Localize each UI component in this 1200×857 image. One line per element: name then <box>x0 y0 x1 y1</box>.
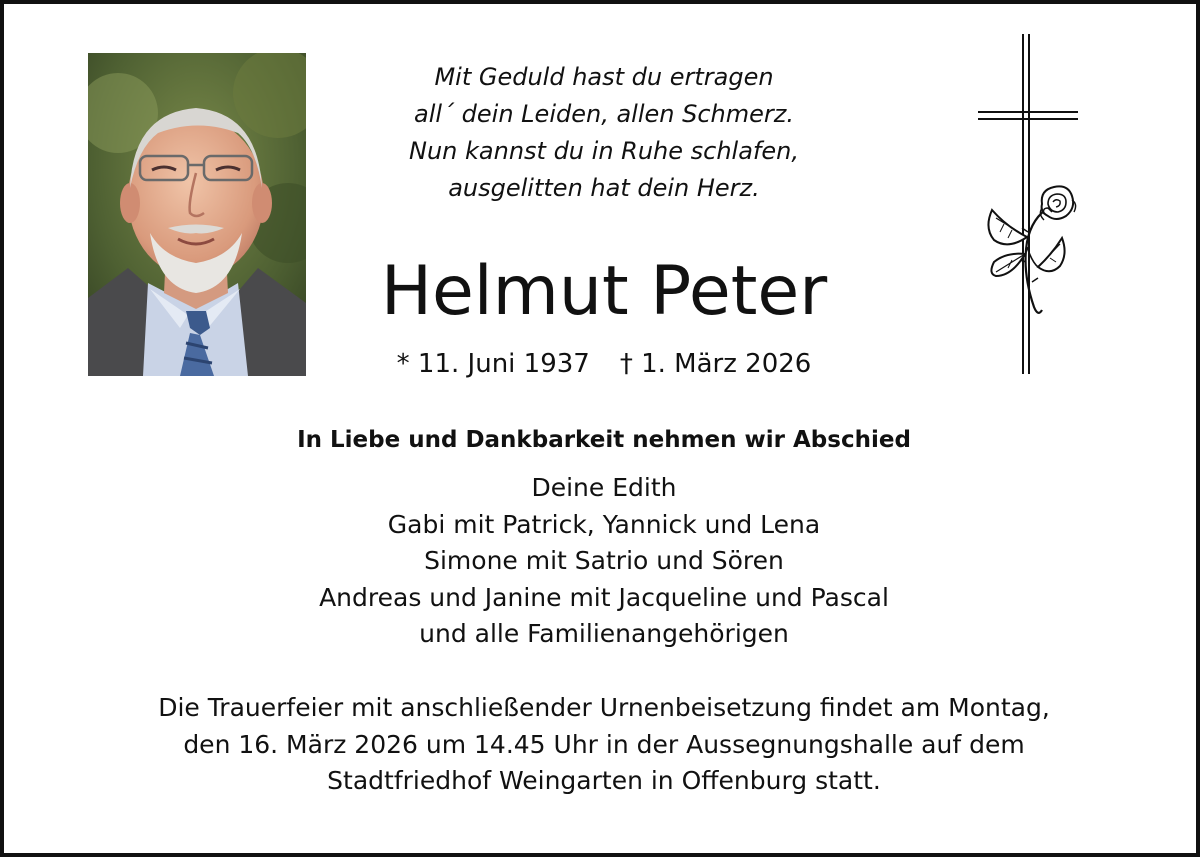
life-dates <box>304 346 904 382</box>
birth-date: * 11. Juni 1937 <box>396 349 590 379</box>
mourner-line: Deine Edith <box>531 473 677 502</box>
poem-line: ausgelitten hat dein Herz. <box>448 174 760 202</box>
farewell-line: In Liebe und Dankbarkeit nehmen wir Abschied <box>297 427 911 453</box>
cross-with-rose-icon <box>972 32 1084 376</box>
portrait-photo <box>88 53 306 376</box>
deceased-name: Helmut Peter <box>380 252 828 331</box>
memorial-poem <box>354 59 854 207</box>
mourner-line: Simone mit Satrio und Sören <box>424 546 784 575</box>
service-line: Stadtfriedhof Weingarten in Offenburg statt. <box>327 766 881 795</box>
mourner-line: Gabi mit Patrick, Yannick und Lena <box>387 509 821 539</box>
poem-line: all´ dein Leiden, allen Schmerz. <box>414 100 794 128</box>
service-line: den 16. März 2026 um 14.45 Uhr in der Aussegnungshalle auf dem <box>183 729 1025 759</box>
poem-line: Mit Geduld hast du ertragen <box>434 63 774 91</box>
service-line: Die Trauerfeier mit anschließender Urnenbeisetzung findet am Montag, <box>158 693 1050 722</box>
poem-line: Nun kannst du in Ruhe schlafen, <box>409 137 799 165</box>
death-date: † 1. März 2026 <box>619 349 812 379</box>
funeral-service-info <box>84 690 1124 800</box>
mourners-list <box>204 470 1004 653</box>
mourner-line: und alle Familienangehörigen <box>419 619 789 648</box>
mourner-line: Andreas und Janine mit Jacqueline und Pascal <box>319 582 889 612</box>
